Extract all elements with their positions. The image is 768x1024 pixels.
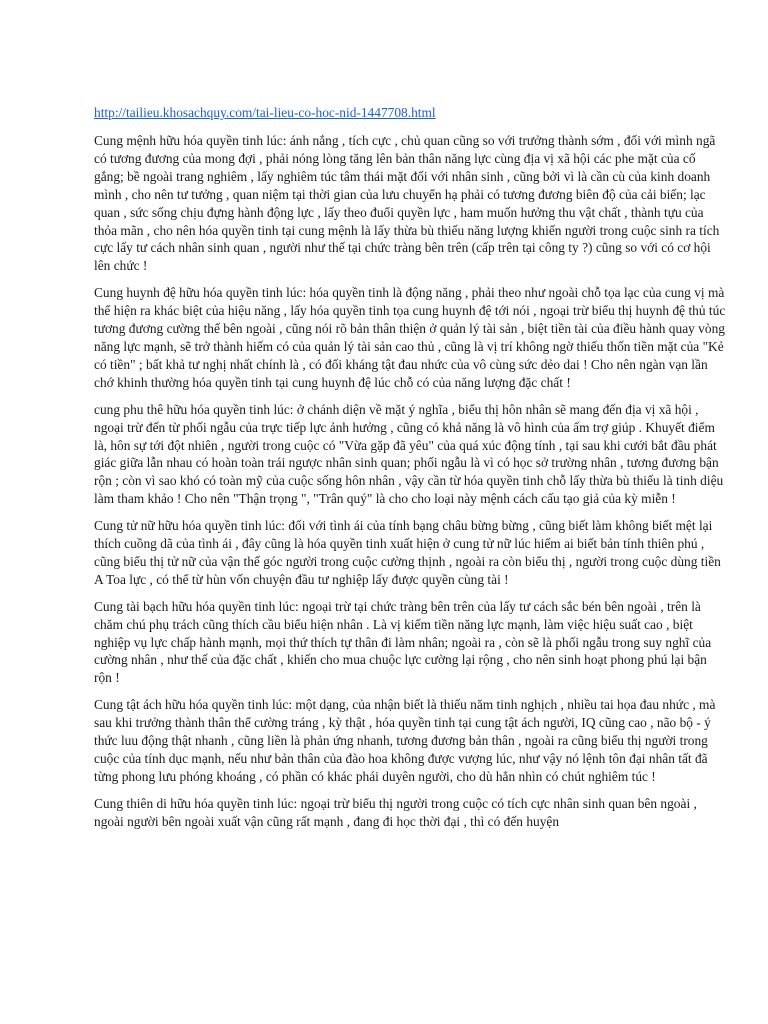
paragraph-tai-bach: Cung tài bạch hữu hóa quyền tinh lúc: ngoại trừ tại chức tràng bên trên của lấy tư cách sắc bén bên ngoài , trên là chăm chú phụ trách cũng thích cầu biểu hiện nhân . Là vị kiếm tiền năng lực mạnh, làm việc hiệu suất cao , biệt nghiệp vụ lực chấp hành mạnh, mọi thứ thích tự thân đi làm nhân; ngoài ra , còn sẽ là phối ngẫu trong suy nghĩ của cường nhân , như thế của đặc chất , khiến cho mua chuộc lực cường lại rộng , cho nên sinh hoạt phong phú lại bận rộn ! [94,598,712,686]
paragraph-phu-the: cung phu thê hữu hóa quyền tinh lúc: ở chánh diện về mặt ý nghĩa , biểu thị hôn nhân sẽ mang đến địa vị xã hội , ngoại trừ đến từ phối ngẫu của trực tiếp lực ảnh hưởng , cũng có khả năng là vô hình của ấm trợ giúp . Khuyết điểm là, hôn sự tới đột nhiên , người trong cuộc có "Vừa gặp đã yêu" của quá xúc động tính , tại sau khi cưới bắt đầu phát giác giữa lẫn nhau có hoàn toàn trái ngược nhân sinh quan; phối ngẫu là vì có học sở trường nhân , tương đương bận rộn ; còn vì sao khó có toàn mỹ của cuộc sống hôn nhân , vậy cần từ hóa quyền tinh chỗ lấy thừa bù thiếu là tinh diệu làm tham khảo ! Cho nên "Thận trọng ", "Trân quý" là cho cho loại này mệnh cách cấu tạo giả của kỳ miễn ! [94,401,724,507]
document-page [94,104,728,840]
paragraph-tat-ach: Cung tật ách hữu hóa quyền tinh lúc: một dạng, của nhận biết là thiếu năm tinh nghịch , nhiều tai họa đau nhức , mà sau khi trưởng thành thân thể cường tráng , kỳ thật , hóa quyền tinh tại cung tật ách người, IQ cũng cao , não bộ - ý thức luu động thật nhanh , cũng liền là phản ứng nhanh, tương đương bản thân , ngoài ra cũng biểu thị người trong cuộc của tính dục mạnh, nếu như bản thân của đào hoa không được vượng lúc, như vậy nó lệnh tôn đại nhân tất đã từng phong lưu phóng khoáng , có phần có khác phái duyên người, cho dù hẳn nhìn có chút nghiêm túc ! [94,697,716,784]
paragraph-menh: Cung mệnh hữu hóa quyền tinh lúc: ánh nắng , tích cực , chủ quan cũng so với trưởng thành sớm , đối với mình ngã có tương đương của mong đợi , phải nóng lòng tăng lên bản thân năng lực cùng địa vị xã hội các phe mặt của cố gắng; bề ngoài trang nghiêm , lấy nghiêm túc tâm thái mặt đối với nhân sinh , cũng bởi vì là cần cù của kinh doanh mình , cho nên tư tưởng , quan niệm tại thời gian của lưu chuyển hạ phải có tương đương biên độ của cải biến; lạc quan , sức sống chịu đựng hành động lực , lấy theo đuổi quyền lực , ham muốn hưởng thu vật chất , thành tựu của thỏa mãn , cho nên hóa quyền tinh tại cung mệnh là lấy thừa bù thiếu năng lượng khiến người trong cuộc sinh ra tích cực lấy tư cách nhân sinh quan , người như thế tại chức tràng bên trên (cấp trên tại công ty ?) cũng so với có cơ hội lên chức ! [94,133,720,274]
source-url-link[interactable]: http://tailieu.khosachquy.com/tai-lieu-co-hoc-nid-1447708.html [94,105,436,120]
paragraph-thien-di: Cung thiên di hữu hóa quyền tinh lúc: ngoại trừ biểu thị người trong cuộc có tích cực nhân sinh quan bên ngoài , ngoài người bên ngoài xuất vận cũng rất mạnh , đang đi học thời đại , thì có đến huyện [94,795,697,829]
paragraph-tu-nu: Cung tử nữ hữu hóa quyền tinh lúc: đối với tình ái của tính bạng châu bừng bừng , cũng biết làm không biết mệt lại thích cuồng dã của tình ái , đây cũng là hóa quyền tinh xuất hiện ở cung tử nữ lúc hiếm ai biết bản tính thiên phú , cũng biểu thị tử nữ của vận thế góc người trong cuộc cường thịnh , ngoài ra còn biểu thị , người trong cuộc dùng tiền A Toa lực , có thể từ hùn vốn chuyện đầu tư nghiệp lấy được quyền cùng tài ! [94,518,721,587]
paragraph-huynh-de: Cung huynh đệ hữu hóa quyền tinh lúc: hóa quyền tinh là động năng , phải theo như ngoài chỗ tọa lạc của cung vị mà thể hiện ra khác biệt của hiệu năng , lấy hóa quyền tinh tọa cung huynh đệ tới nói , ngoại trừ biểu thị huynh đệ thủ túc tương đương cường thế bên ngoài , cũng nói rõ bản thân thiện ở quản lý tài sản , biệt tiền tài của điều hành quay vòng năng lực mạnh, sẽ trở thành hiếm có của quản lý tài sản cao thủ , cũng là vị trí không ngờ thiếu thốn tiền mặt của "Kẻ có tiền" ; bất khả tư nghị nhất chính là , có đối kháng tật đau nhức của vô cùng sức dẻo dai ! Cho nên ngàn vạn lần chớ khinh thường hóa quyền tinh tại cung huynh đệ lúc chỗ có của năng lượng đặc chất ! [94,285,726,390]
